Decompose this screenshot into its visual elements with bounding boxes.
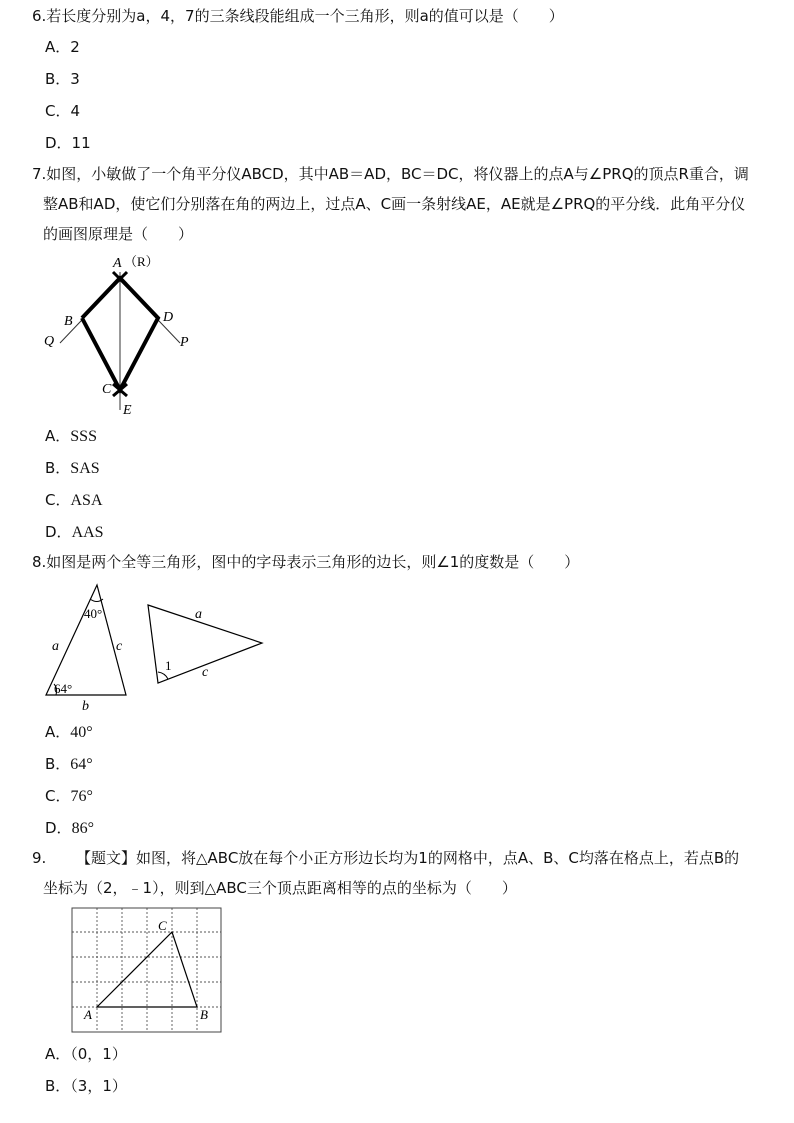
- question-8-option-b[interactable]: [45, 754, 93, 775]
- label-a-right: a: [195, 607, 202, 622]
- label-q: Q: [44, 334, 55, 349]
- question-7-line-3: 的画图原理是（ ）: [43, 225, 194, 243]
- question-6-option-c[interactable]: C．4: [45, 102, 81, 120]
- label-p: P: [180, 335, 189, 350]
- option-value: 76°: [70, 788, 93, 805]
- question-8: [32, 547, 792, 577]
- label-b-left: b: [82, 699, 89, 714]
- question-7-line-2: 整AB和AD，使它们分别落在角的两边上，过点A、C画一条射线AE，AE就是∠PRQ的平分线．此角平分仪: [43, 195, 746, 213]
- question-7-option-c[interactable]: [45, 490, 103, 511]
- option-value: 40°: [70, 724, 93, 741]
- label-e: E: [123, 403, 132, 418]
- option-letter: B．: [45, 459, 71, 477]
- question-7-option-d[interactable]: [45, 522, 104, 543]
- option-letter: B．: [45, 755, 71, 773]
- option-value: ASA: [70, 492, 103, 509]
- option-letter: D．: [45, 523, 72, 541]
- label-c: C: [158, 918, 167, 933]
- question-9: [76, 843, 792, 873]
- label-a: A: [113, 256, 122, 271]
- angle-arc-1: [158, 672, 168, 679]
- question-9-option-b[interactable]: B．（3，1）: [45, 1077, 127, 1095]
- option-value: AAS: [71, 524, 104, 541]
- option-value: 86°: [71, 820, 94, 837]
- label-b: B: [64, 314, 73, 329]
- option-value: SSS: [70, 428, 97, 445]
- label-d: D: [163, 310, 174, 325]
- option-letter: A．: [45, 427, 71, 445]
- congruent-triangles-figure: [38, 580, 278, 715]
- label-b: B: [200, 1007, 208, 1022]
- grid-border: [72, 908, 221, 1032]
- option-letter: C．: [45, 787, 71, 805]
- label-c-right: c: [202, 665, 209, 680]
- label-a-left: a: [52, 639, 59, 654]
- label-a: A: [84, 1007, 92, 1022]
- question-6-stem: 6.若长度分别为a，4，7的三条线段能组成一个三角形，则a的值可以是（ ）: [32, 7, 564, 25]
- question-6-option-d[interactable]: D．11: [45, 134, 91, 152]
- option-value: SAS: [70, 460, 100, 477]
- option-letter: D．: [45, 819, 72, 837]
- question-8-stem: 8.如图是两个全等三角形，图中的字母表示三角形的边长，则∠1的度数是（ ）: [32, 553, 580, 571]
- question-9-line-2: 坐标为（2，﹣1），则到△ABC三个顶点距离相等的点的坐标为（ ）: [43, 879, 517, 897]
- option-value: 64°: [70, 756, 93, 773]
- question-9-number: 9.: [32, 849, 47, 867]
- question-9-line-1: 【题文】如图，将△ABC放在每个小正方形边长均为1的网格中，点A、B、C均落在格点上，若点B的: [76, 849, 740, 867]
- label-c: C: [102, 382, 112, 397]
- question-6: [32, 1, 792, 31]
- question-7-option-b[interactable]: [45, 458, 100, 479]
- label-64: 64°: [54, 681, 73, 696]
- question-7: [32, 159, 792, 249]
- question-8-option-c[interactable]: [45, 786, 93, 807]
- label-c-left: c: [116, 639, 123, 654]
- option-letter: A．: [45, 723, 71, 741]
- question-8-option-d[interactable]: [45, 818, 94, 839]
- label-angle-1: 1: [165, 658, 172, 673]
- question-6-option-b[interactable]: B．3: [45, 70, 80, 88]
- grid-triangle-figure: [71, 907, 223, 1034]
- question-9-option-a[interactable]: A．（0，1）: [45, 1045, 127, 1063]
- label-40: 40°: [84, 606, 103, 621]
- question-7-option-a[interactable]: [45, 426, 97, 447]
- label-r: （R）: [124, 254, 159, 269]
- angle-bisector-figure: [40, 250, 200, 420]
- question-7-line-1: 7.如图，小敏做了一个角平分仪ABCD，其中AB＝AD，BC＝DC，将仪器上的点A与∠PRQ的顶点R重合，调: [32, 165, 749, 183]
- question-8-option-a[interactable]: [45, 722, 93, 743]
- grid-lines: [72, 908, 221, 1032]
- question-9-cont: [43, 873, 783, 903]
- question-6-option-a[interactable]: A．2: [45, 38, 80, 56]
- option-letter: C．: [45, 491, 71, 509]
